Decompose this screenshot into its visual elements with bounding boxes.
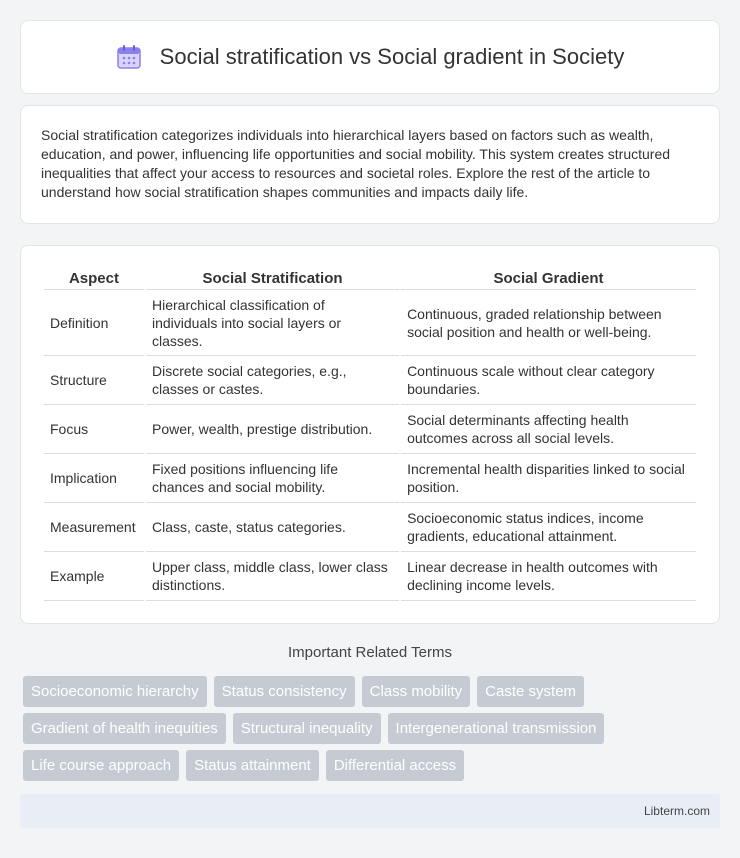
table-row [44, 503, 696, 552]
table-row [44, 552, 696, 601]
cell-stratification: Power, wealth, prestige distribution. [146, 405, 399, 454]
cell-stratification: Upper class, middle class, lower class distinctions. [146, 552, 399, 601]
calendar-icon [116, 44, 142, 70]
comparison-table-card [20, 245, 720, 624]
cell-stratification: Discrete social categories, e.g., classes or castes. [146, 356, 399, 405]
term-row [23, 713, 723, 744]
intro-card [20, 105, 720, 224]
cell-aspect: Example [44, 552, 144, 601]
comparison-table [42, 266, 698, 601]
footer-site-link[interactable]: Libterm.com [643, 804, 710, 818]
cell-gradient: Continuous, graded relationship between social position and health or well-being. [401, 290, 696, 356]
footer [20, 794, 720, 828]
term-tag[interactable]: Intergenerational transmission [388, 713, 605, 744]
term-tag[interactable]: Class mobility [362, 676, 471, 707]
table-row [44, 290, 696, 356]
intro-paragraph: Social stratification categorizes individuals into hierarchical layers based on factors such as wealth, education, and power, influencing life opportunities and social mobility. This system creates structured inequalities that affect your access to resources and societal roles. Explore the rest of the article to understand how social stratification shapes communities and impacts daily life. [41, 127, 671, 200]
cell-aspect: Focus [44, 405, 144, 454]
term-row [23, 750, 723, 781]
cell-aspect: Measurement [44, 503, 144, 552]
cell-gradient: Incremental health disparities linked to social position. [401, 454, 696, 503]
cell-stratification: Fixed positions influencing life chances and social mobility. [146, 454, 399, 503]
term-tag[interactable]: Status attainment [186, 750, 319, 781]
related-terms-heading: Important Related Terms [288, 644, 452, 661]
cell-aspect: Implication [44, 454, 144, 503]
header-social-gradient: Social Gradient [401, 266, 696, 290]
cell-gradient: Social determinants affecting health outcomes across all social levels. [401, 405, 696, 454]
term-tag[interactable]: Status consistency [214, 676, 355, 707]
term-tag[interactable]: Differential access [326, 750, 464, 781]
term-tag[interactable]: Gradient of health inequities [23, 713, 226, 744]
table-row [44, 405, 696, 454]
cell-gradient: Continuous scale without clear category boundaries. [401, 356, 696, 405]
cell-gradient: Socioeconomic status indices, income gradients, educational attainment. [401, 503, 696, 552]
table-row [44, 356, 696, 405]
table-header-row [44, 266, 696, 290]
cell-gradient: Linear decrease in health outcomes with declining income levels. [401, 552, 696, 601]
header-aspect: Aspect [44, 266, 144, 290]
term-row [23, 676, 723, 707]
term-tag[interactable]: Structural inequality [233, 713, 381, 744]
term-tag[interactable]: Life course approach [23, 750, 179, 781]
table-row [44, 454, 696, 503]
title-card [20, 20, 720, 94]
cell-stratification: Class, caste, status categories. [146, 503, 399, 552]
page-title: Social stratification vs Social gradient in Society [159, 44, 625, 69]
cell-aspect: Structure [44, 356, 144, 405]
cell-aspect: Definition [44, 290, 144, 356]
header-social-stratification: Social Stratification [146, 266, 399, 290]
related-terms [23, 676, 723, 787]
term-tag[interactable]: Socioeconomic hierarchy [23, 676, 207, 707]
term-tag[interactable]: Caste system [477, 676, 584, 707]
cell-stratification: Hierarchical classification of individuals into social layers or classes. [146, 290, 399, 356]
